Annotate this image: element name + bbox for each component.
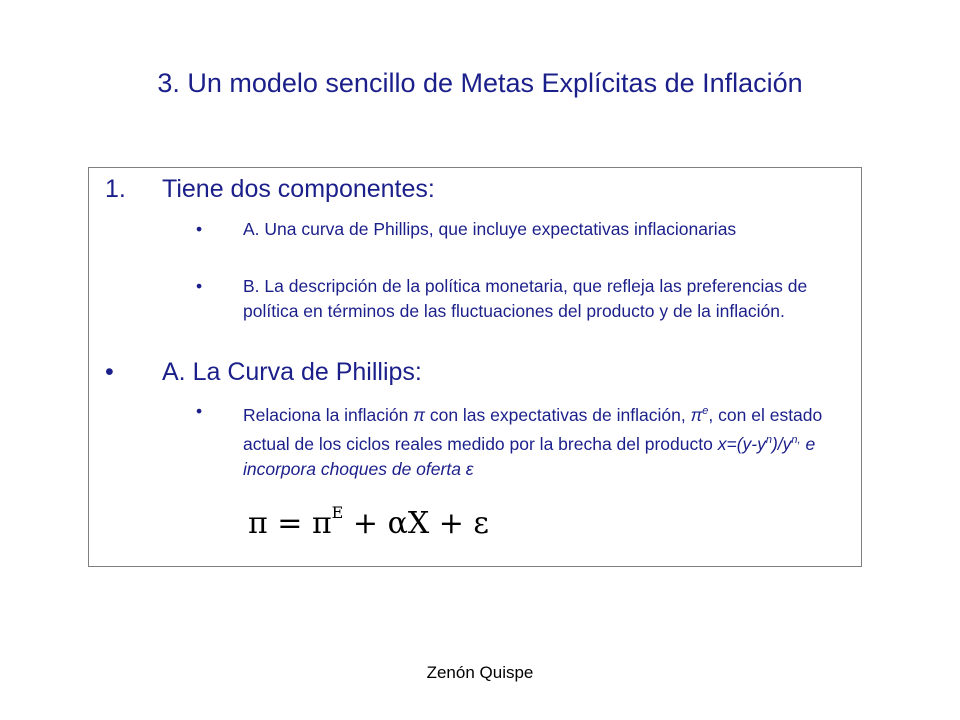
equation-term-shock: ε: [473, 506, 489, 541]
sub-bullet-text: Relaciona la inflación π con las expectativas de inflación, $\pi^e$, con el estado actual de los ciclos reales medido por la brecha del producto $x=(y-y^n)/y^{n,}$ e incorpora choques de oferta ε: [243, 404, 823, 479]
equation-term-output-gap: αX: [387, 506, 430, 541]
list-item-heading: Tiene dos componentes:: [162, 175, 435, 203]
sub-bullet-text: A. Una curva de Phillips, que incluye expectativas inflacionarias: [243, 219, 737, 239]
pi-symbol: π: [413, 404, 425, 425]
list-item-heading: A. La Curva de Phillips:: [162, 358, 422, 386]
sub-bullet-text: B. La descripción de la política monetaria, que refleja las preferencias de política en términos de las fluctuaciones del producto y de la inflación.: [243, 276, 808, 321]
expected-inflation-symbol: $\pi^e$: [690, 404, 709, 425]
list-number: 1.: [105, 175, 126, 203]
bullet-dot: •: [196, 276, 203, 296]
phillips-equation: [248, 503, 489, 541]
bullet-dot: •: [196, 401, 203, 421]
equation-term-expectations: $\pi^E$: [311, 503, 344, 541]
bullet-dot: •: [196, 219, 203, 239]
output-gap-formula: $x=(y-y^n)/y^{n,}$ e incorpora choques de oferta ε: [243, 433, 816, 479]
equation-equals: =: [267, 506, 312, 541]
equation-plus: +: [429, 506, 474, 541]
slide-footer-author: Zenón Quispe: [426, 663, 534, 682]
slide-title: 3. Un modelo sencillo de Metas Explícitas de Inflación: [157, 68, 803, 98]
equation-lhs: π: [248, 506, 268, 541]
equation-plus: +: [343, 506, 388, 541]
bullet-dot: •: [105, 358, 114, 386]
